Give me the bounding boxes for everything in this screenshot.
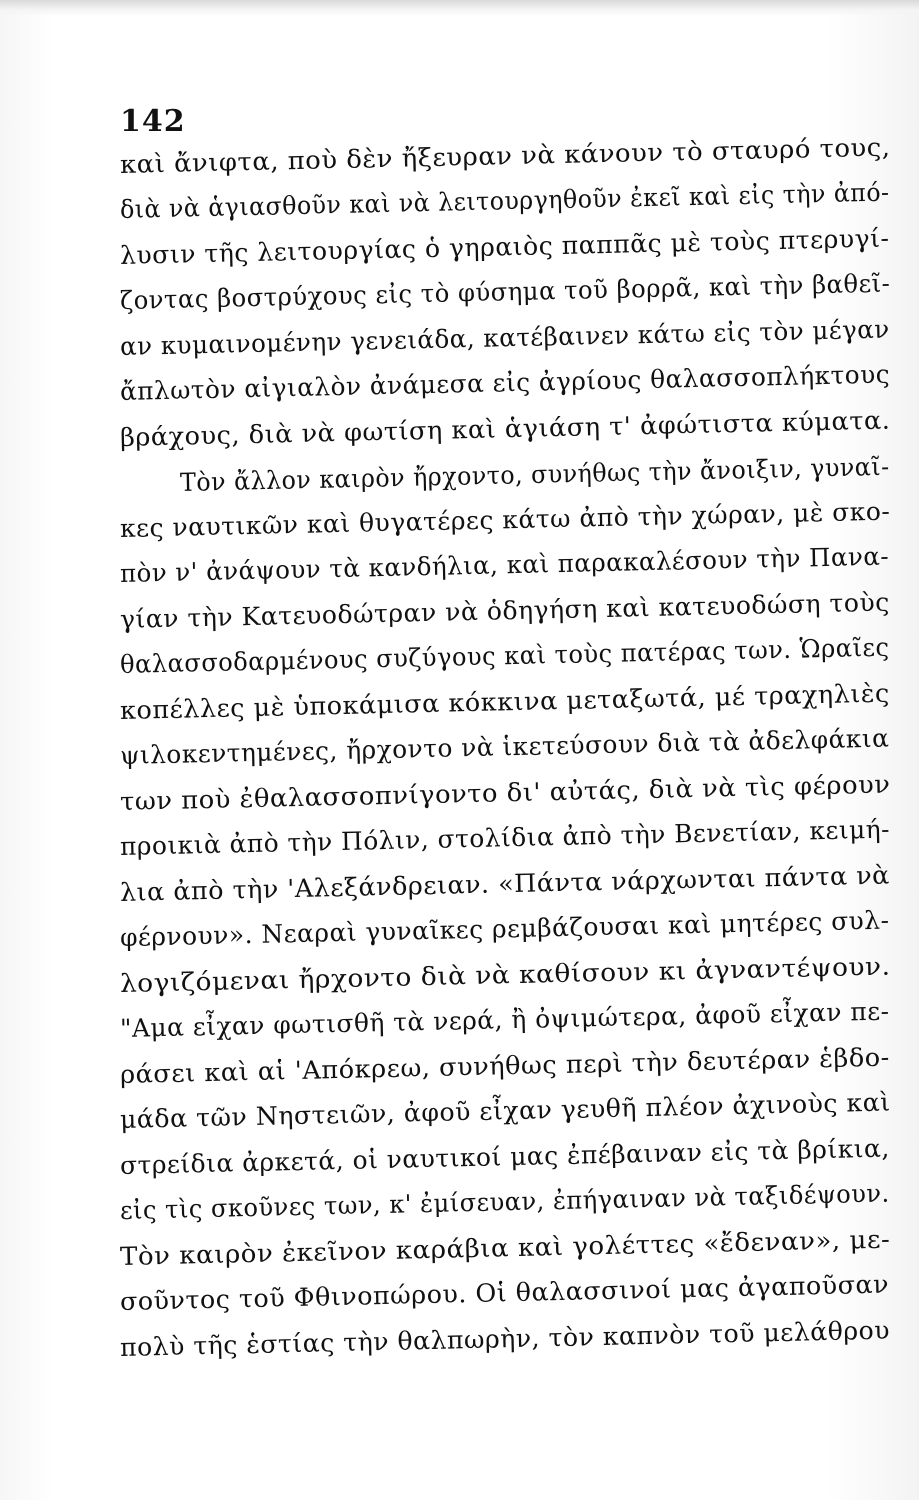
text-line: λυσιν τῆς λειτουργίας ὁ γηραιὸς παππᾶς μὲ τοὺς πτερυγί- (119, 223, 890, 270)
text-line: ἄπλωτὸν αἰγιαλὸν ἀνάμεσα εἰς ἀγρίους θαλασσοπλήκτους (119, 359, 891, 406)
text-line: πὸν ν' ἀνάψουν τὰ κανδήλια, καὶ παρακαλέσουν τὴν Πανα- (119, 541, 890, 588)
text-line: λογιζόμεναι ἤρχοντο διὰ νὰ καθίσουν κι ἀγναντέψουν. (119, 951, 891, 998)
text-line: κες ναυτικῶν καὶ θυγατέρες κάτω ἀπὸ τὴν χώραν, μὲ σκο- (119, 496, 891, 543)
text-line: "Αμα εἶχαν φωτισθῆ τὰ νερά, ἢ ὀψιμώτερα, ἀφοῦ εἶχαν πε- (119, 996, 890, 1043)
text-line: πολὺ τῆς ἑστίας τὴν θαλπωρὴν, τὸν καπνὸν τοῦ μελάθρου (119, 1315, 891, 1362)
text-line: ράσει καὶ αἱ 'Απόκρεω, συνήθως περὶ τὴν δευτέραν ἑβδο- (119, 1042, 891, 1089)
text-line: προικιὰ ἀπὸ τὴν Πόλιν, στολίδια ἀπὸ τὴν Βενετίαν, κειμή- (119, 814, 891, 861)
text-line: λια ἀπὸ τὴν 'Αλεξάνδρειαν. «Πάντα νάρχωνται πάντα νὰ (119, 860, 891, 907)
page-top-edge-shadow (0, 0, 919, 16)
text-line: των ποὺ ἐθαλασσοπνίγοντο δι' αὐτάς, διὰ νὰ τὶς φέρουν (119, 769, 891, 816)
text-line: σοῦντος τοῦ Φθινοπώρου. Οἱ θαλασσινοί μας ἀγαποῦσαν (119, 1269, 890, 1316)
text-line: στρείδια ἀρκετά, οἱ ναυτικοί μας ἐπέβαιναν εἰς τὰ βρίκια, (119, 1133, 891, 1180)
text-line: βράχους, διὰ νὰ φωτίση καὶ ἁγιάση τ' ἀφώτιστα κύματα. (119, 405, 891, 452)
text-line: Τὸν καιρὸν ἐκεῖνον καράβια καὶ γολέττες «ἔδεναν», με- (119, 1224, 891, 1271)
text-line: εἰς τὶς σκοῦνες των, κ' ἐμίσευαν, ἐπήγαιναν νὰ ταξιδέψουν. (119, 1178, 890, 1225)
text-line: φέρνουν». Νεαραὶ γυναῖκες ρεμβάζουσαι καὶ μητέρες συλ- (119, 905, 890, 952)
text-line: καὶ ἄνιφτα, ποὺ δὲν ἤξευραν νὰ κάνουν τὸ σταυρό τους, (119, 132, 891, 179)
text-line: κοπέλλες μὲ ὑποκάμισα κόκκινα μεταξωτά, μέ τραχηλιὲς (119, 678, 891, 725)
text-line: αν κυμαινομένην γενειάδα, κατέβαινεν κάτω εἰς τὸν μέγαν (119, 314, 890, 361)
text-line: Τὸν ἄλλον καιρὸν ἤρχοντο, συνήθως τὴν ἄνοιξιν, γυναῖ- (179, 451, 890, 497)
text-line: γίαν τὴν Κατευοδώτραν νὰ ὁδηγήση καὶ κατευοδώση τοὺς (119, 587, 891, 634)
text-line: διὰ νὰ ἁγιασθοῦν καὶ νὰ λειτουργηθοῦν ἐκεῖ καὶ εἰς τὴν ἀπό- (119, 177, 890, 224)
text-line: μάδα τῶν Νηστειῶν, ἀφοῦ εἶχαν γευθῆ πλέον ἀχινοὺς καὶ (119, 1087, 891, 1134)
page-number: 142 (120, 104, 186, 139)
text-line: ψιλοκεντημένες, ἤρχοντο νὰ ἱκετεύσουν διὰ τὰ ἀδελφάκια (119, 723, 890, 770)
text-line: ζοντας βοστρύχους εἰς τὸ φύσημα τοῦ βορρᾶ, καὶ τὴν βαθεῖ- (119, 268, 891, 315)
text-line: θαλασσοδαρμένους συζύγους καὶ τοὺς πατέρας των. Ὡραῖες (119, 632, 890, 679)
